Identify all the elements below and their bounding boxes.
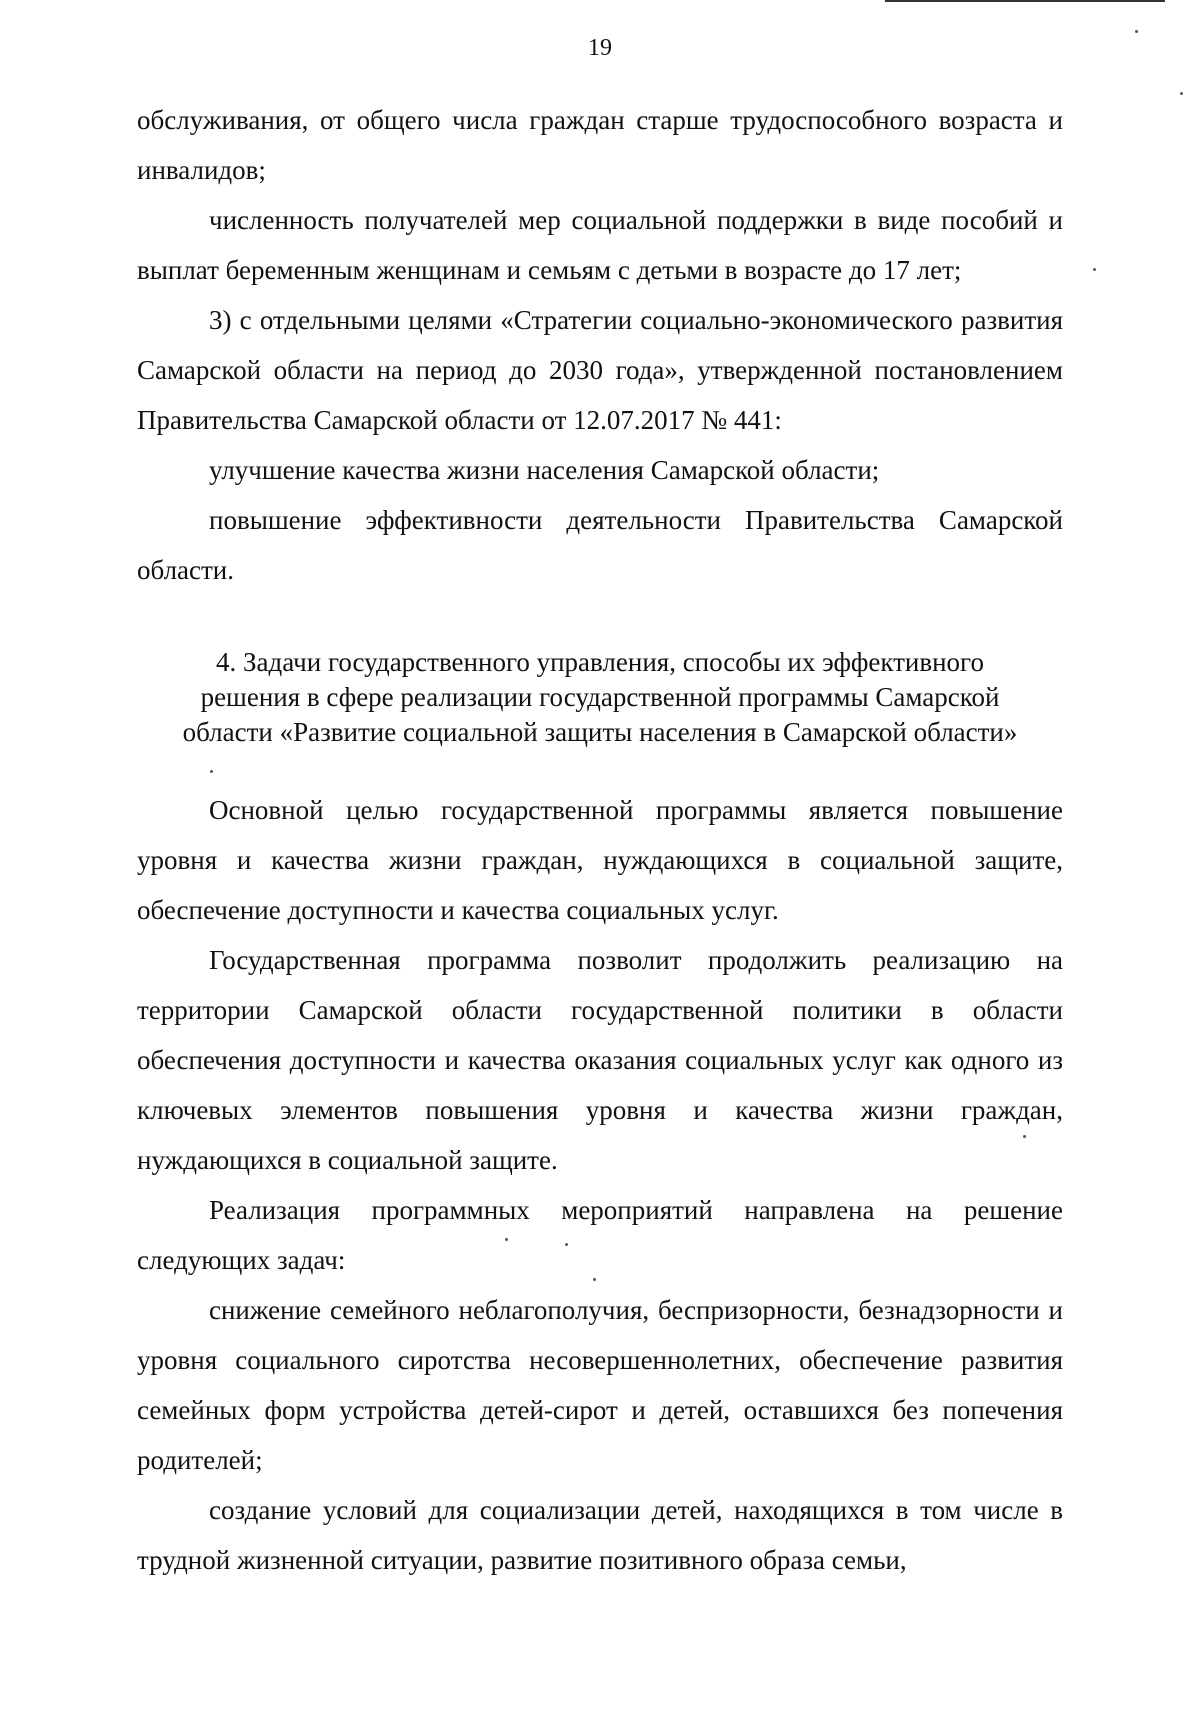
- paragraph: Государственная программа позволит продолжить реализацию на территории Самарской области государственной политики в области обеспечения доступности и качества оказания социальных услуг как одного из ключевых элементов повышения уровня и качества жизни граждан, нуждающихся в социальной защите.: [137, 945, 1063, 1175]
- paragraph: повышение эффективности деятельности Правительства Самарской области.: [137, 505, 1063, 585]
- scan-speck: [1180, 92, 1183, 95]
- scan-speck: [1135, 30, 1138, 33]
- scan-speck: [210, 770, 213, 773]
- section-heading-line: области «Развитие социальной защиты населения в Самарской области»: [182, 717, 1018, 747]
- paragraph: создание условий для социализации детей, находящихся в том числе в трудной жизненной ситуации, развитие позитивного образа семьи,: [137, 1495, 1063, 1575]
- text-block-lower: [137, 785, 1063, 1585]
- scan-speck: [565, 1243, 568, 1246]
- paragraph: Реализация программных мероприятий направлена на решение следующих задач:: [137, 1195, 1063, 1275]
- section-heading-line: 4. Задачи государственного управления, способы их эффективного: [216, 647, 984, 677]
- scan-speck: [1093, 268, 1096, 271]
- section-heading-line: решения в сфере реализации государственной программы Самарской: [200, 682, 1000, 712]
- paragraph: снижение семейного неблагополучия, беспризорности, безнадзорности и уровня социального сиротства несовершеннолетних, обеспечение развития семейных форм устройства детей-сирот и детей, оставшихся без попечения родителей;: [137, 1295, 1063, 1475]
- paragraph: Основной целью государственной программы является повышение уровня и качества жизни граждан, нуждающихся в социальной защите, обеспечение доступности и качества социальных услуг.: [137, 795, 1063, 925]
- paragraph: 3) с отдельными целями «Стратегии социально-экономического развития Самарской области на период до 2030 года», утвержденной постановлением Правительства Самарской области от 12.07.2017 № 441:: [137, 305, 1063, 435]
- paragraph: численность получателей мер социальной поддержки в виде пособий и выплат беременным женщинам и семьям с детьми в возрасте до 17 лет;: [137, 205, 1063, 285]
- paragraph: обслуживания, от общего числа граждан старше трудоспособного возраста и инвалидов;: [137, 105, 1063, 185]
- top-rule: [885, 0, 1165, 2]
- page-number: 19: [588, 35, 612, 61]
- scan-speck: [505, 1238, 508, 1241]
- section-heading: [137, 645, 1063, 750]
- scan-speck: [593, 1278, 596, 1281]
- scan-speck: [1023, 1135, 1026, 1138]
- text-block-upper: [137, 95, 1063, 595]
- paragraph: улучшение качества жизни населения Самарской области;: [209, 455, 880, 485]
